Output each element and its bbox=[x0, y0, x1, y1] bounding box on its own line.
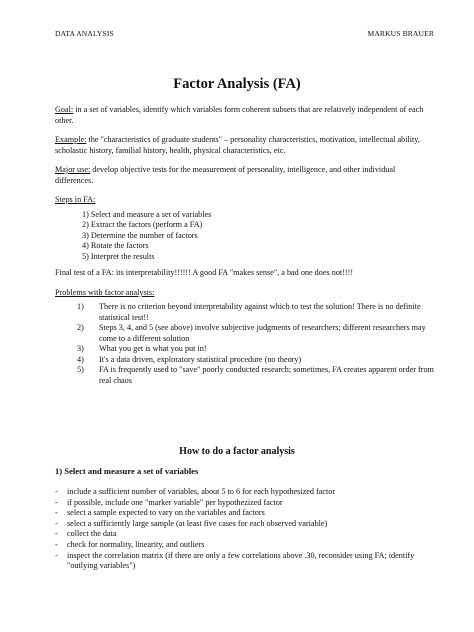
item-text: select a sufficiently large sample (at least five cases for each observed variable) bbox=[67, 518, 328, 528]
example-text: the "characteristics of graduate students" – personality characteristics, motivation, intellectual ability, scholastic history, familial history, health, physical characteristics, etc. bbox=[55, 135, 420, 155]
example-paragraph bbox=[55, 135, 434, 156]
page-header bbox=[55, 29, 434, 38]
goal-paragraph bbox=[55, 105, 434, 126]
item-text: FA is frequently used to "save" poorly conducted research; sometimes, FA creates apparent order from real chaos bbox=[99, 365, 434, 385]
item-text: include a sufficient number of variables, about 5 to 6 for each hypothesized factor bbox=[67, 487, 336, 496]
item-text: What you get is what you put in! bbox=[99, 344, 207, 353]
goal-label: Goal: bbox=[55, 105, 74, 114]
item-text: There is no criterion beyond interpretability against which to test the solution! There is no definite statistical test!! bbox=[99, 302, 421, 322]
item-text: inspect the correlation matrix (if there are only a few correlations above .30, reconsider using FA; identify "outlying variables") bbox=[67, 550, 415, 571]
list-item bbox=[55, 487, 434, 498]
problems-label: Problems with factor analysis: bbox=[55, 287, 155, 297]
list-item bbox=[77, 344, 434, 355]
bullet-dash: - bbox=[55, 550, 58, 560]
item-text: check for normality, linearity, and outliers bbox=[67, 539, 205, 549]
page-title: Factor Analysis (FA) bbox=[173, 76, 301, 92]
procedure-bullet-list bbox=[55, 487, 434, 572]
list-item bbox=[55, 551, 434, 572]
list-item bbox=[55, 508, 434, 519]
bullet-dash: - bbox=[55, 487, 58, 496]
item-number: 5) bbox=[77, 365, 84, 374]
item-text: It's a data driven, exploratory statistical procedure (no theory) bbox=[99, 354, 302, 364]
example-label: Example: bbox=[55, 135, 87, 144]
item-text: collect the data bbox=[67, 529, 117, 539]
bullet-dash: - bbox=[55, 529, 58, 539]
steps-label: Steps in FA: bbox=[55, 195, 96, 204]
list-item: 4) Rotate the factors bbox=[82, 241, 149, 250]
list-item: 2) Extract the factors (perform a FA) bbox=[82, 220, 203, 229]
header-course: DATA ANALYSIS bbox=[55, 29, 114, 38]
bullet-dash: - bbox=[55, 539, 58, 549]
list-item: 1) Select and measure a set of variables bbox=[82, 209, 212, 219]
section-title: How to do a factor analysis bbox=[179, 446, 295, 457]
sub-heading: 1) Select and measure a set of variables bbox=[55, 466, 199, 476]
list-item bbox=[77, 365, 434, 386]
list-item bbox=[55, 529, 434, 540]
header-author: MARKUS BRAUER bbox=[367, 29, 434, 38]
list-item bbox=[55, 498, 434, 509]
list-item bbox=[77, 323, 434, 344]
goal-text: in a set of variables, identify which variables form coherent subsets that are relatively independent of each other. bbox=[55, 105, 424, 125]
item-number: 2) bbox=[77, 323, 84, 332]
item-number: 3) bbox=[77, 344, 84, 353]
list-item: 3) Determine the number of factors bbox=[82, 230, 198, 240]
problems-heading bbox=[55, 288, 434, 299]
bullet-dash: - bbox=[55, 508, 58, 518]
major-use-label: Major use: bbox=[55, 165, 91, 174]
bullet-dash: - bbox=[55, 497, 58, 507]
major-use-paragraph bbox=[55, 165, 434, 186]
item-number: 1) bbox=[77, 302, 84, 311]
item-number: 4) bbox=[77, 354, 84, 364]
intro-section bbox=[55, 105, 434, 386]
list-item: 5) Interpret the results bbox=[82, 251, 155, 261]
final-test-paragraph: Final test of a FA: its interpretability!!!!!! A good FA "makes sense", a bad one does not!!!! bbox=[55, 268, 354, 277]
list-item bbox=[77, 302, 434, 323]
list-item bbox=[55, 519, 434, 530]
steps-list bbox=[82, 210, 434, 263]
list-item bbox=[55, 540, 434, 551]
steps-heading bbox=[55, 195, 434, 206]
bullet-dash: - bbox=[55, 518, 58, 528]
list-item bbox=[77, 355, 434, 366]
item-text: if possible, include one "marker variable" per hypothezized factor bbox=[67, 497, 283, 507]
problems-list bbox=[77, 302, 434, 386]
major-use-text: develop objective tests for the measurement of personality, intelligence, and other individual differences. bbox=[55, 165, 396, 185]
item-text: Steps 3, 4, and 5 (see above) involve subjective judgments of researchers; different researchers may come to a different solution bbox=[99, 323, 426, 343]
item-text: select a sample expected to vary on the variables and factors bbox=[67, 508, 265, 518]
